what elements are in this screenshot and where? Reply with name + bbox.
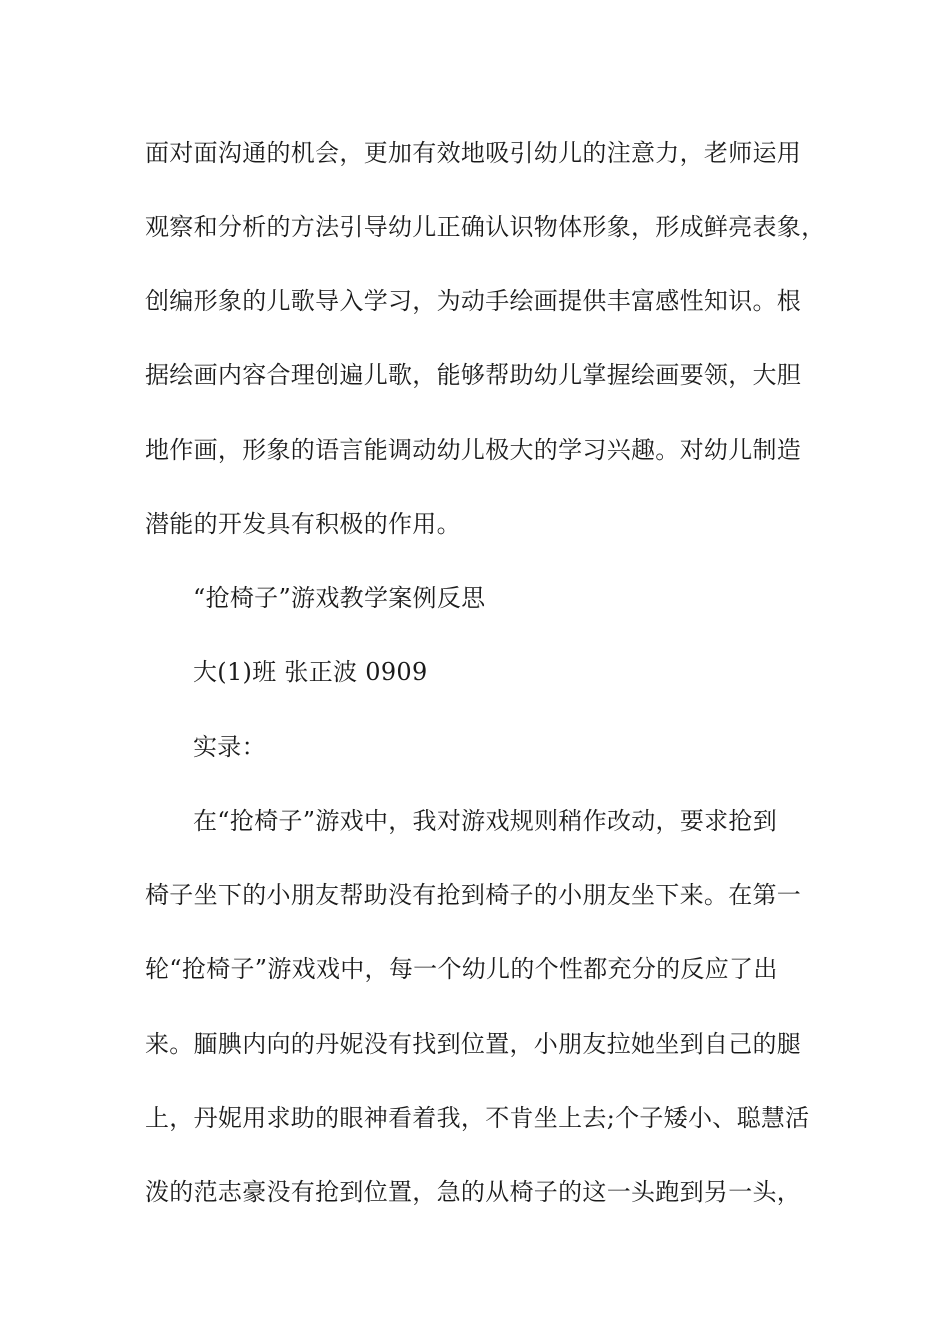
paragraph-line-9: 轮“抢椅子”游戏戏中，每一个幼儿的个性都充分的反应了出 (145, 955, 778, 983)
paragraph-line-6: 潜能的开发具有积极的作用。 (145, 510, 461, 538)
paragraph-line-12: 泼的范志豪没有抢到位置，急的从椅子的这一头跑到另一头， (145, 1178, 802, 1206)
paragraph-line-3: 创编形象的儿歌导入学习，为动手绘画提供丰富感性知识。根 (145, 287, 802, 315)
record-heading: 实录： (193, 733, 266, 761)
paragraph-line-5: 地作画，形象的语言能调动幼儿极大的学习兴趣。对幼儿制造 (145, 436, 802, 464)
paragraph-line-4: 据绘画内容合理创遍儿歌，能够帮助幼儿掌握绘画要领，大胆 (145, 361, 802, 389)
paragraph-line-11: 上，丹妮用求助的眼神看着我，不肯坐上去;个子矮小、聪慧活 (145, 1104, 810, 1132)
paragraph-line-10: 来。腼腆内向的丹妮没有找到位置，小朋友拉她坐到自己的腿 (145, 1030, 802, 1058)
paragraph-line-2: 观察和分析的方法引导幼儿正确认识物体形象，形成鲜亮表象， (145, 213, 826, 241)
paragraph-line-8: 椅子坐下的小朋友帮助没有抢到椅子的小朋友坐下来。在第一 (145, 881, 802, 909)
section-title: “抢椅子”游戏教学案例反思 (193, 584, 486, 612)
paragraph-line-1: 面对面沟通的机会，更加有效地吸引幼儿的注意力，老师运用 (145, 139, 802, 167)
paragraph-line-7: 在“抢椅子”游戏中，我对游戏规则稍作改动，要求抢到 (193, 807, 778, 835)
author-line: 大(1)班 张正波 0909 (193, 658, 428, 686)
